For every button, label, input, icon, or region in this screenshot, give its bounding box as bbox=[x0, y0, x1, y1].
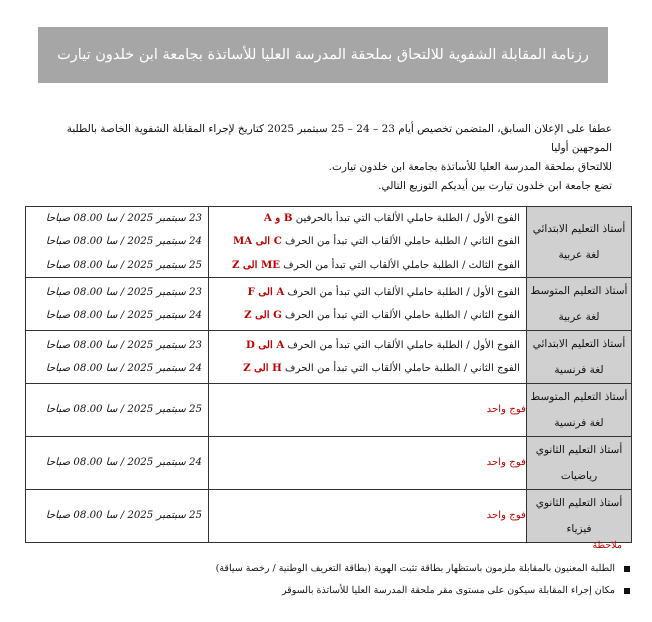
level-cell bbox=[527, 436, 632, 489]
dates-cell bbox=[26, 330, 209, 383]
level-subject: لغة فرنسية bbox=[554, 363, 604, 376]
group-line: الفوج الثاني / الطلبة حاملي الألقاب التي تبدأ من الحرف H الى Z bbox=[243, 361, 520, 374]
letters-range: A الى F bbox=[247, 285, 285, 298]
level-title: أستاذ التعليم الابتدائي bbox=[532, 337, 626, 350]
note-item bbox=[210, 580, 630, 602]
date-line: 23 سبتمبر 2025 / سا 08.00 صباحا bbox=[45, 286, 202, 298]
bullet-icon bbox=[624, 588, 630, 594]
group-line: الفوج الأول / الطلبة حاملي الألقاب التي تبدأ من الحرف A الى D bbox=[245, 338, 520, 351]
dates-cell bbox=[26, 383, 209, 436]
group-line: الفوج الأول / الطلبة حاملي الألقاب التي تبدأ من الحرف A الى F bbox=[247, 285, 520, 298]
table-row bbox=[26, 489, 632, 542]
level-subject: لغة عربية bbox=[558, 310, 600, 323]
level-title: أستاذ التعليم الثانوي bbox=[535, 443, 623, 456]
title-banner bbox=[38, 27, 608, 83]
table-row bbox=[26, 207, 632, 278]
single-group-cell: فوج واحد bbox=[209, 436, 527, 489]
intro-line: عطفا على الإعلان السابق، المتضمن تخصيص أيام 23 – 24 – 25 سبتمبر 2025 كتاريخ لإجراء المقابلة الشفوية الخاصة بالطلبة الموجهين أوليا bbox=[66, 123, 612, 154]
level-cell bbox=[527, 277, 632, 330]
group-line: الفوج الثالث / الطلبة حاملي الألقاب التي تبدأ من الحرف ME الى Z bbox=[232, 258, 520, 271]
date-line: 24 سبتمبر 2025 / سا 08.00 صباحا bbox=[45, 309, 202, 321]
level-cell bbox=[527, 330, 632, 383]
date-line: 25 سبتمبر 2025 / سا 08.00 صباحا bbox=[45, 510, 202, 522]
level-title: أستاذ التعليم الثانوي bbox=[535, 496, 623, 509]
level-title: أستاذ التعليم المتوسط bbox=[530, 284, 628, 297]
group-line: الفوج الأول / الطلبة حاملي الألقاب التي تبدأ بالحرفين B و A bbox=[263, 212, 520, 224]
notes-title: ملاحظة bbox=[592, 540, 622, 551]
level-title: أستاذ التعليم المتوسط bbox=[530, 390, 628, 403]
level-cell bbox=[527, 207, 632, 278]
level-subject: رياضيات bbox=[560, 469, 598, 482]
group-line: الفوج الثاني / الطلبة حاملي الألقاب التي تبدأ من الحرف G الى Z bbox=[244, 308, 520, 321]
group-line: الفوج الثاني / الطلبة حاملي الألقاب التي تبدأ من الحرف C الى MA bbox=[232, 235, 520, 248]
date-line: 25 سبتمبر 2025 / سا 08.00 صباحا bbox=[45, 404, 202, 416]
level-subject: فيزياء bbox=[566, 522, 592, 535]
dates-cell bbox=[26, 207, 209, 278]
level-cell bbox=[527, 383, 632, 436]
intro-paragraph bbox=[40, 120, 612, 196]
single-group-cell: فوج واحد bbox=[209, 489, 527, 542]
note-text: مكان إجراء المقابلة سيكون على مستوى مقر ملحقة المدرسة العليا للأساتذة بالسوقر bbox=[281, 585, 615, 596]
dates-cell bbox=[26, 277, 209, 330]
note-item bbox=[210, 558, 630, 580]
table-row bbox=[26, 330, 632, 383]
date-line: 23 سبتمبر 2025 / سا 08.00 صباحا bbox=[45, 339, 202, 351]
groups-cell bbox=[209, 277, 527, 330]
notes-list bbox=[210, 558, 630, 602]
date-line: 25 سبتمبر 2025 / سا 08.00 صباحا bbox=[45, 259, 202, 271]
letters-range: C الى MA bbox=[232, 235, 282, 248]
groups-cell bbox=[209, 330, 527, 383]
intro-line: للالتحاق بملحقة المدرسة العليا للأساتذة بجامعة ابن خلدون تيارت. bbox=[328, 161, 612, 173]
groups-cell bbox=[209, 207, 527, 278]
schedule-table bbox=[25, 206, 632, 543]
level-title: أستاذ التعليم الابتدائي bbox=[532, 222, 626, 235]
date-line: 24 سبتمبر 2025 / سا 08.00 صباحا bbox=[45, 362, 202, 374]
note-text: الطلبة المعنيون بالمقابلة ملزمون باستظهار بطاقة تثبت الهوية (بطاقة التعريف الوطنية / رخصة سياقة) bbox=[215, 563, 615, 574]
intro-line: تضع جامعة ابن خلدون تيارت بين أيديكم التوزيع التالي. bbox=[378, 180, 612, 192]
letters-range: A الى D bbox=[245, 338, 285, 351]
letters-range: B و A bbox=[263, 212, 293, 224]
page-title: رزنامة المقابلة الشفوية للالتحاق بملحقة المدرسة العليا للأساتذة بجامعة ابن خلدون تيارت bbox=[57, 47, 589, 63]
table-row bbox=[26, 436, 632, 489]
single-group-cell: فوج واحد bbox=[209, 383, 527, 436]
table-row bbox=[26, 277, 632, 330]
dates-cell bbox=[26, 489, 209, 542]
letters-range: G الى Z bbox=[244, 308, 282, 321]
bullet-icon bbox=[624, 566, 630, 572]
letters-range: H الى Z bbox=[243, 361, 282, 374]
table-row bbox=[26, 383, 632, 436]
date-line: 23 سبتمبر 2025 / سا 08.00 صباحا bbox=[45, 213, 202, 224]
date-line: 24 سبتمبر 2025 / سا 08.00 صباحا bbox=[45, 236, 202, 248]
level-subject: لغة عربية bbox=[558, 248, 600, 261]
level-cell bbox=[527, 489, 632, 542]
dates-cell bbox=[26, 436, 209, 489]
date-line: 24 سبتمبر 2025 / سا 08.00 صباحا bbox=[45, 457, 202, 469]
letters-range: ME الى Z bbox=[232, 258, 281, 271]
level-subject: لغة فرنسية bbox=[554, 416, 604, 429]
